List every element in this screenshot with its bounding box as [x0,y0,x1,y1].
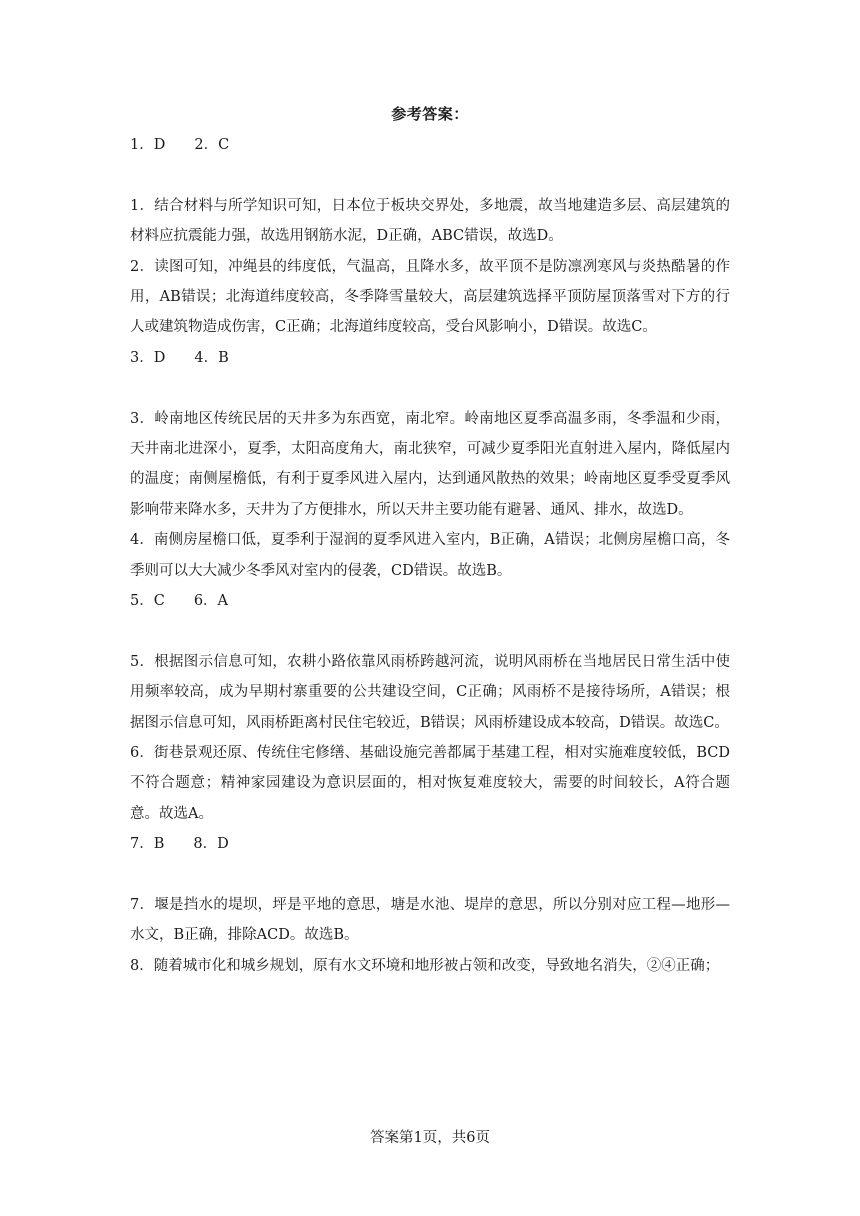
explanation-paragraph: 8．随着城市化和城乡规划，原有水文环境和地形被占领和改变，导致地名消失，②④正确； [130,957,720,974]
answer-line: 5．C 6．A [130,593,229,610]
explanation-paragraph: 7．堰是挡水的堤坝，坪是平地的意思，塘是水池、堤岸的意思，所以分别对应工程—地形—水文，B正确，排除ACD。故选B。 [130,897,730,944]
blank-line [130,160,730,190]
answer-line: 7．B 8．D [130,836,229,853]
blank-line [130,373,730,403]
explanation-paragraph: 2．读图可知，冲绳县的纬度低，气温高，且降水多，故平顶不是防凛冽寒风与炎热酷暑的作用，AB错误；北海道纬度较高，冬季降雪量较大，高层建筑选择平顶防屋顶落雪对下方的行人或建筑物造成伤害，C正确；北海道纬度较高，受台风影响小，D错误。故选C。 [130,258,730,336]
blank-line [130,860,730,890]
answer-line: 1．D 2．C [130,137,230,153]
page-title: 参考答案： [391,105,469,123]
answer-content [130,130,730,981]
explanation-paragraph: 3．岭南地区传统民居的天井多为东西宽，南北窄。岭南地区夏季高温多雨，冬季温和少雨，天井南北进深小，夏季，太阳高度角大，南北狭窄，可减少夏季阳光直射进入屋内，降低屋内的温度；南侧屋檐低，有利于夏季风进入屋内，达到通风散热的效果；岭南地区夏季受夏季风影响带来降水多，天井为了方便排水，所以天井主要功能有避暑、通风、排水，故选D。 [130,410,730,518]
explanation-paragraph: 5．根据图示信息可知，农耕小路依靠风雨桥跨越河流，说明风雨桥在当地居民日常生活中使用频率较高，成为早期村寨重要的公共建设空间，C正确；风雨桥不是接待场所，A错误；根据图示信息可知，风雨桥距离村民住宅较近，B错误；风雨桥建设成本较高，D错误。故选C。 [130,653,730,731]
blank-line [130,616,730,646]
answer-line: 3．D 4．B [130,349,229,366]
explanation-paragraph: 4．南侧房屋檐口低，夏季利于湿润的夏季风进入室内，B正确，A错误；北侧房屋檐口高，冬季则可以大大减少冬季风对室内的侵袭，CD错误。故选B。 [130,532,730,579]
explanation-paragraph: 1．结合材料与所学知识可知，日本位于板块交界处，多地震，故当地建造多层、高层建筑的材料应抗震能力强，故选用钢筋水泥，D正确，ABC错误，故选D。 [130,197,730,245]
explanation-paragraph: 6．街巷景观还原、传统住宅修缮、基础设施完善都属于基建工程，相对实施难度较低，BCD不符合题意；精神家园建设为意识层面的，相对恢复难度较大，需要的时间较长，A符合题意。故选A。 [130,745,730,822]
page-footer: 答案第1页，共6页 [370,1130,490,1146]
